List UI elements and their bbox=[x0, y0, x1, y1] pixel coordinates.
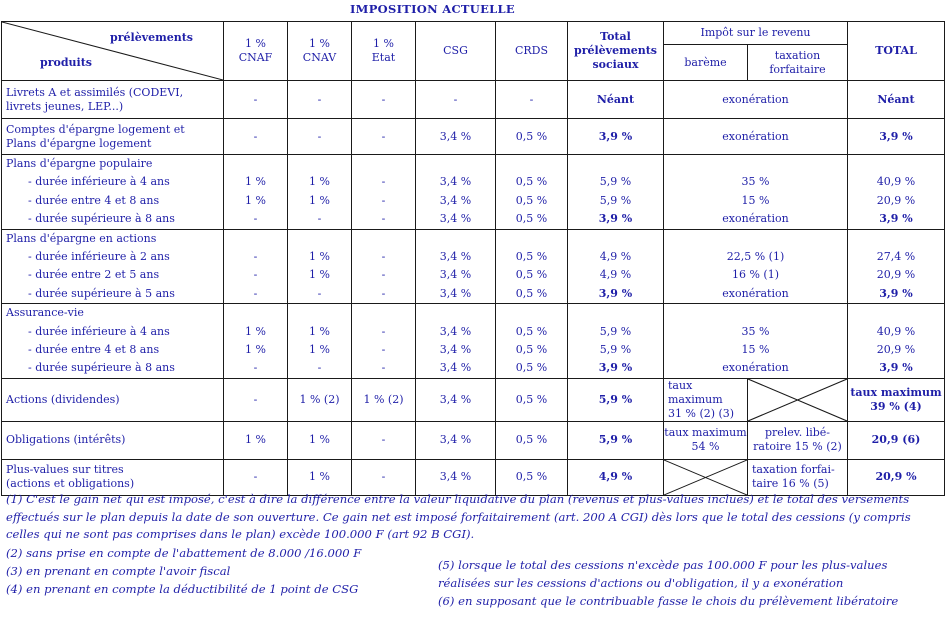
table-row bbox=[2, 81, 945, 119]
cell-crds: 0,5 % bbox=[496, 459, 568, 495]
header-cnav: 1 % CNAV bbox=[288, 22, 352, 81]
cell-csg: 3,4 % bbox=[416, 421, 496, 459]
cell-total: 27,4 % 20,9 % 3,9 % bbox=[848, 229, 945, 304]
table-header-row bbox=[2, 22, 945, 45]
footnote-4: (4) en prenant en compte la déductibilité de 1 point de CSG bbox=[6, 582, 359, 596]
cell-total-prel: Néant bbox=[568, 81, 664, 119]
cell-total-prel: 5,9 % bbox=[568, 421, 664, 459]
header-csg: CSG bbox=[416, 22, 496, 81]
cell-etat: - - - bbox=[352, 155, 416, 230]
cell-etat: - - - bbox=[352, 304, 416, 379]
table-row bbox=[2, 229, 945, 304]
cell-crds: 0,5 % 0,5 % 0,5 % bbox=[496, 304, 568, 379]
crossed-cell bbox=[748, 378, 848, 421]
table-row bbox=[2, 378, 945, 421]
header-produits: produits bbox=[40, 56, 92, 69]
cell-cnaf: 1 % 1 % - bbox=[224, 304, 288, 379]
cell-total: 20,9 % bbox=[848, 459, 945, 495]
cell-total-prel: 3,9 % bbox=[568, 119, 664, 155]
cell-etat: 1 % (2) bbox=[352, 378, 416, 421]
footnotes-right bbox=[438, 556, 898, 610]
cell-csg: 3,4 % 3,4 % 3,4 % bbox=[416, 229, 496, 304]
page-title: IMPOSITION ACTUELLE bbox=[350, 2, 515, 16]
cell-cnav: 1 % bbox=[288, 459, 352, 495]
cell-cnaf: 1 % bbox=[224, 421, 288, 459]
cell-etat: - bbox=[352, 459, 416, 495]
cell-csg: 3,4 % bbox=[416, 378, 496, 421]
cell-crds: - bbox=[496, 81, 568, 119]
cell-total: taux maximum 39 % (4) bbox=[848, 378, 945, 421]
cell-etat: - - - bbox=[352, 229, 416, 304]
cell-cnaf: - bbox=[224, 378, 288, 421]
cell-cnaf: - bbox=[224, 459, 288, 495]
header-total-prelevements: Total prélèvements sociaux bbox=[568, 22, 664, 81]
cell-cnav: 1 % bbox=[288, 421, 352, 459]
footnotes-left bbox=[6, 544, 361, 598]
cell-crds: 0,5 % bbox=[496, 378, 568, 421]
table-row bbox=[2, 304, 945, 379]
footnote-3: (3) en prenant en compte l'avoir fiscal bbox=[6, 564, 231, 578]
cell-csg: 3,4 % bbox=[416, 459, 496, 495]
row-label: Plans d'épargne populaire - durée inférieure à 4 ans - durée entre 4 et 8 ans - durée supérieure à 8 ans bbox=[2, 155, 224, 230]
table-row bbox=[2, 119, 945, 155]
cell-cnav: - bbox=[288, 119, 352, 155]
header-crds: CRDS bbox=[496, 22, 568, 81]
crossed-cell bbox=[664, 459, 748, 495]
cell-total-prel: 5,9 % 5,9 % 3,9 % bbox=[568, 304, 664, 379]
cell-total: 20,9 (6) bbox=[848, 421, 945, 459]
cell-total: 3,9 % bbox=[848, 119, 945, 155]
footnote-1: (1) C'est le gain net qui est imposé, c'est à dire la différence entre la valeur liquidative du plan (revenus et plus-values inclues) et le total des versements effectués sur le plan depuis la date de son ouverture. Ce gain net est imposé forfaitairement (art. 200 A CGI) dès lors que le total des cessions (y compris celles qui ne sont pas comprises dans le plan) excède 100.000 F (art 92 B CGI). bbox=[6, 492, 911, 541]
cell-impot: exonération bbox=[664, 81, 848, 119]
cell-impot: 35 % 15 % exonération bbox=[664, 304, 848, 379]
cell-cnaf: - - - bbox=[224, 229, 288, 304]
table-row bbox=[2, 155, 945, 230]
cell-taxation: taxation forfai- taire 16 % (5) bbox=[748, 459, 848, 495]
cell-csg: - bbox=[416, 81, 496, 119]
footnote-2: (2) sans prise en compte de l'abattement de 8.000 /16.000 F bbox=[6, 546, 362, 560]
header-corner bbox=[2, 22, 224, 81]
row-label: Actions (dividendes) bbox=[2, 378, 224, 421]
table-row bbox=[2, 421, 945, 459]
cell-total: 40,9 % 20,9 % 3,9 % bbox=[848, 155, 945, 230]
cell-impot: 22,5 % (1) 16 % (1) exonération bbox=[664, 229, 848, 304]
cell-taxation: prelev. libé- ratoire 15 % (2) bbox=[748, 421, 848, 459]
row-label: Livrets A et assimilés (CODEVI, livrets jeunes, LEP...) bbox=[2, 81, 224, 119]
cell-total: Néant bbox=[848, 81, 945, 119]
header-bareme: barème bbox=[664, 45, 748, 81]
tax-table bbox=[1, 21, 945, 496]
header-etat: 1 % Etat bbox=[352, 22, 416, 81]
cell-crds: 0,5 % bbox=[496, 119, 568, 155]
cell-crds: 0,5 % 0,5 % 0,5 % bbox=[496, 155, 568, 230]
cell-bareme: taux maximum 54 % bbox=[664, 421, 748, 459]
cell-total-prel: 4,9 % 4,9 % 3,9 % bbox=[568, 229, 664, 304]
cell-etat: - bbox=[352, 421, 416, 459]
header-total: TOTAL bbox=[848, 22, 945, 81]
cell-etat: - bbox=[352, 81, 416, 119]
header-prelevements: prélèvements bbox=[110, 31, 193, 44]
row-label: Obligations (intérêts) bbox=[2, 421, 224, 459]
footnotes bbox=[6, 491, 941, 544]
footnote-5a: (5) lorsque le total des cessions n'excède pas 100.000 F pour les plus-values bbox=[438, 558, 888, 572]
cell-cnav: 1 % 1 % - bbox=[288, 304, 352, 379]
cell-cnav: 1 % 1 % - bbox=[288, 155, 352, 230]
cell-total: 40,9 % 20,9 % 3,9 % bbox=[848, 304, 945, 379]
row-label: Plans d'épargne en actions - durée inférieure à 2 ans - durée entre 2 et 5 ans - durée supérieure à 5 ans bbox=[2, 229, 224, 304]
row-label: Comptes d'épargne logement et Plans d'épargne logement bbox=[2, 119, 224, 155]
cell-cnav: 1 % 1 % - bbox=[288, 229, 352, 304]
cell-impot: 35 % 15 % exonération bbox=[664, 155, 848, 230]
cell-total-prel: 4,9 % bbox=[568, 459, 664, 495]
footnote-5b: réalisées sur les cessions d'actions ou d'obligation, il y a exonération bbox=[438, 576, 844, 590]
row-label: Assurance-vie - durée inférieure à 4 ans - durée entre 4 et 8 ans - durée supérieure à 8 ans bbox=[2, 304, 224, 379]
cell-crds: 0,5 % bbox=[496, 421, 568, 459]
cell-impot: exonération bbox=[664, 119, 848, 155]
cell-total-prel: 5,9 % bbox=[568, 378, 664, 421]
header-impot: Impôt sur le revenu bbox=[664, 22, 848, 45]
cell-crds: 0,5 % 0,5 % 0,5 % bbox=[496, 229, 568, 304]
cell-total-prel: 5,9 % 5,9 % 3,9 % bbox=[568, 155, 664, 230]
cell-bareme: taux maximum 31 % (2) (3) bbox=[664, 378, 748, 421]
cell-csg: 3,4 % bbox=[416, 119, 496, 155]
row-label: Plus-values sur titres (actions et obligations) bbox=[2, 459, 224, 495]
cell-cnaf: 1 % 1 % - bbox=[224, 155, 288, 230]
cell-cnaf: - bbox=[224, 119, 288, 155]
cell-cnaf: - bbox=[224, 81, 288, 119]
header-taxation: taxation forfaitaire bbox=[748, 45, 848, 81]
header-cnaf: 1 % CNAF bbox=[224, 22, 288, 81]
cell-csg: 3,4 % 3,4 % 3,4 % bbox=[416, 304, 496, 379]
cell-cnav: - bbox=[288, 81, 352, 119]
cell-csg: 3,4 % 3,4 % 3,4 % bbox=[416, 155, 496, 230]
footnote-6: (6) en supposant que le contribuable fasse le chois du prélèvement libératoire bbox=[438, 594, 899, 608]
cell-etat: - bbox=[352, 119, 416, 155]
cell-cnav: 1 % (2) bbox=[288, 378, 352, 421]
table-row bbox=[2, 459, 945, 495]
